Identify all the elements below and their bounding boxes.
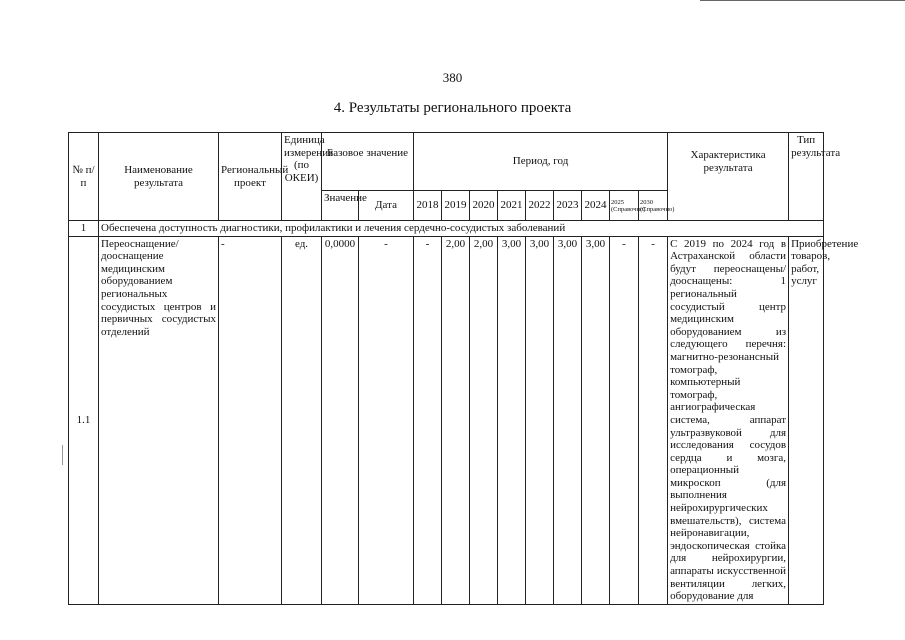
header-year-2022: 2022 [526,191,554,221]
header-value: Значение [322,191,359,221]
header-regional-project: Региональный проект [219,133,282,221]
header-year-2018: 2018 [414,191,442,221]
row-year-2019: 2,00 [442,236,470,604]
section-text: Обеспечена доступность диагностики, профилактики и лечения сердечно-сосудистых заболеваний [99,221,824,237]
row-unit: ед. [282,236,322,604]
row-year-2024: 3,00 [582,236,610,604]
header-year-2024: 2024 [582,191,610,221]
header-year-2021: 2021 [498,191,526,221]
section-row [69,221,824,237]
header-row-1 [69,133,824,191]
header-period: Период, год [414,133,668,191]
table-row [69,236,824,604]
row-base-value: 0,0000 [322,236,359,604]
row-type: Приобретение товаров, работ, услуг [789,236,824,604]
row-year-2025: - [610,236,639,604]
header-date: Дата [359,191,414,221]
header-name: Наименование результата [99,133,219,221]
header-year-2020: 2020 [470,191,498,221]
row-year-2018: - [414,236,442,604]
section-num: 1 [69,221,99,237]
header-base-value: Базовое значение [322,133,414,191]
section-title: 4. Результаты регионального проекта [333,100,572,116]
header-type: Тип результата [789,133,824,221]
header-year-2019: 2019 [442,191,470,221]
header-year-2025: 2025 (Справочно) [610,191,639,221]
header-unit: Единица измерения (по ОКЕИ) [282,133,322,221]
row-year-2020: 2,00 [470,236,498,604]
row-year-2021: 3,00 [498,236,526,604]
page-number: 380 [442,70,463,85]
top-rule [700,0,905,1]
header-characteristic: Характеристика результата [668,133,789,221]
row-year-2023: 3,00 [554,236,582,604]
results-table [68,132,859,605]
row-num: 1.1 [69,236,99,604]
row-regional-project: - [219,236,282,604]
header-year-2030: 2030 (Справочно) [639,191,668,221]
row-characteristic: С 2019 по 2024 год в Астраханской области будут переоснащены/дооснащены: 1 региональный сосудистый центр медицинским оборудованием из следующего перечня: магнитно-резонансный томограф, компьютерный томограф, ангиографическая система, аппарат ультразвуковой для исследования сосудов сердца и мозга, операционный микроскоп (для выполнения нейрохирургических вмешательств), система нейронавигации, эндоскопическая стойка для нейрохирургии, аппараты искусственной вентиляции легких, оборудование для [668,236,789,604]
header-num: № п/п [69,133,99,221]
row-year-2030: - [639,236,668,604]
header-year-2023: 2023 [554,191,582,221]
row-year-2022: 3,00 [526,236,554,604]
margin-mark [62,445,63,465]
row-name: Переоснащение/дооснащение медицинским оборудованием региональных сосудистых центров и первичных сосудистых отделений [99,236,219,604]
row-base-date: - [359,236,414,604]
